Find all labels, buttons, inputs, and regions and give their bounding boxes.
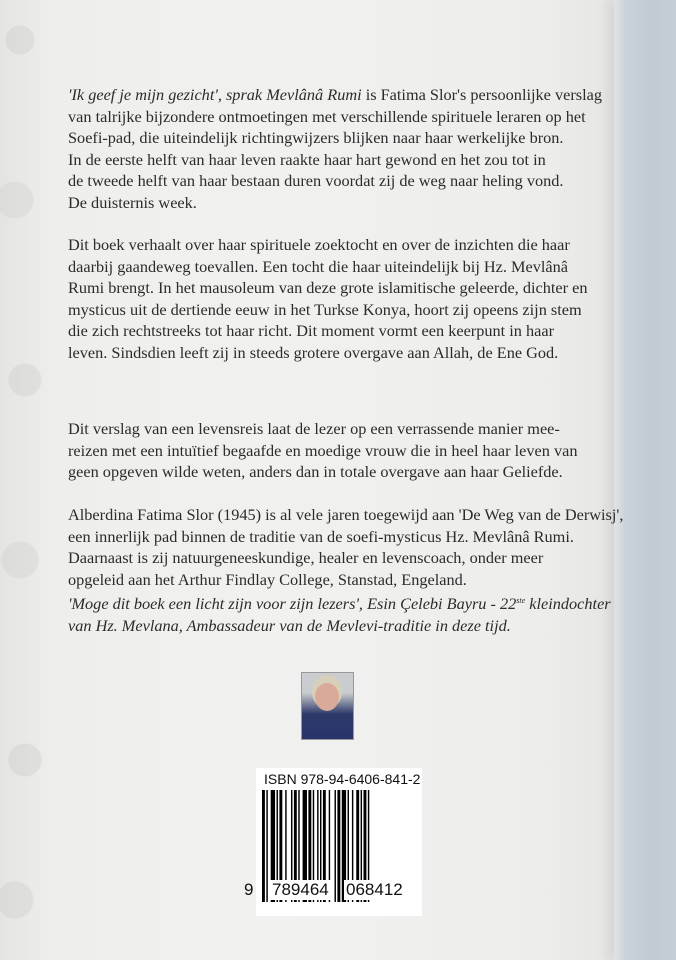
text-line: Soefi-pad, die uiteindelijk richtingwijzers blijken naar haar werkelijke bron. — [68, 128, 564, 148]
author-photo — [301, 672, 354, 740]
text-line: geen opgeven wilde weten, anders dan in totale overgave aan haar Geliefde. — [68, 462, 563, 482]
author-bio-paragraph — [68, 504, 628, 590]
quote-text: van Hz. Mevlana, Ambassadeur van de Mevlevi-traditie in deze tijd. — [68, 615, 511, 635]
isbn-label: ISBN 978-94-6406-841-2 — [264, 771, 421, 787]
text-line: de tweede helft van haar bestaan duren voordat zij de weg naar heling vond. — [68, 171, 564, 191]
text-line: Dit boek verhaalt over haar spirituele zoektocht en over de inzichten die haar — [68, 235, 570, 254]
text-line: mysticus uit de dertiende eeuw in het Turkse Konya, hoort zij opeens zijn stem — [68, 299, 582, 319]
book-title-quote: 'Ik geef je mijn gezicht', sprak Mevlânâ Rumi — [68, 85, 362, 104]
barcode-right-digits: 068412 — [346, 880, 403, 899]
barcode-first-digit: 9 — [244, 880, 254, 899]
barcode-bar — [335, 790, 336, 902]
text-line: opgeleid aan het Arthur Findlay College, Stanstad, Engeland. — [68, 569, 467, 589]
decorative-ornament-border — [0, 0, 70, 960]
quote-text: kleindochter — [525, 594, 611, 613]
text-line: reizen met een intuïtief begaafde en moedige vrouw die in heel haar leven van — [68, 440, 578, 460]
text-line: een innerlijk pad binnen de traditie van de soefi-mysticus Hz. Mevlânâ Rumi. — [68, 526, 574, 546]
journey-paragraph — [68, 234, 628, 364]
summary-paragraph — [68, 418, 628, 483]
text-line: leven. Sindsdien leeft zij in steeds grotere overgave aan Allah, de Ene God. — [68, 342, 559, 362]
text-line: die zich rechtstreeks tot haar richt. Dit moment vormt een keerpunt in haar — [68, 321, 554, 341]
barcode-bar — [337, 790, 340, 902]
endorsement-quote — [68, 590, 628, 636]
text-line: Dit verslag van een levensreis laat de lezer op een verrassende manier mee- — [68, 419, 560, 438]
isbn-barcode — [244, 768, 422, 916]
text-line: Daarnaast is zij natuurgeneeskundige, healer en levenscoach, onder meer — [68, 548, 544, 568]
barcode-left-digits: 789464 — [272, 880, 329, 899]
barcode-bar — [266, 790, 267, 902]
intro-text: is Fatima Slor's persoonlijke verslag — [361, 85, 602, 104]
intro-paragraph — [68, 84, 628, 214]
barcode-bar — [262, 790, 265, 902]
text-line: Alberdina Fatima Slor (1945) is al vele jaren toegewijd aan 'De Weg van de Derwisj', — [68, 505, 624, 524]
text-line: De duisternis week. — [68, 192, 197, 212]
quote-text: 'Moge dit boek een licht zijn voor zijn lezers', Esin Çelebi Bayru - 22 — [68, 594, 517, 613]
text-line: daarbij gaandeweg toevallen. Een tocht die haar uiteindelijk bij Hz. Mevlânâ — [68, 256, 569, 276]
text-line: In de eerste helft van haar leven raakte haar hart gewond en het zou tot in — [68, 149, 546, 169]
text-line: van talrijke bijzondere ontmoetingen met verschillende spirituele leraren op het — [68, 106, 586, 126]
text-line: Rumi brengt. In het mausoleum van deze grote islamitische geleerde, dichter en — [68, 278, 588, 298]
ordinal-suffix: ste — [516, 596, 526, 605]
